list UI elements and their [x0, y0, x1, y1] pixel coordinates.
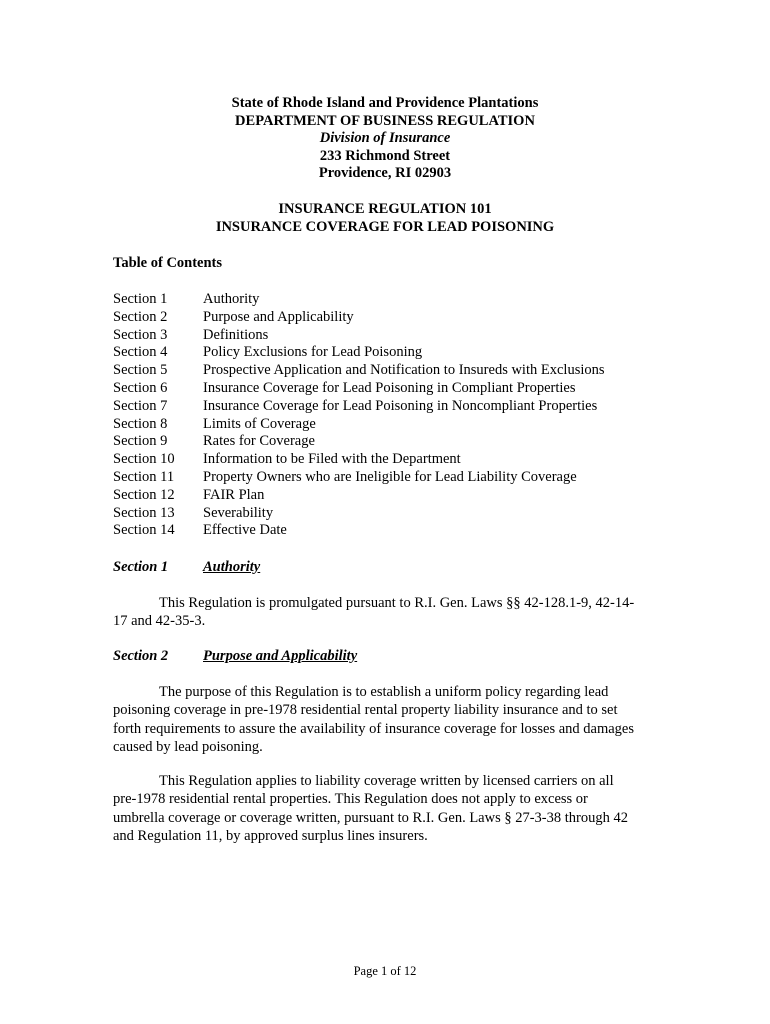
- toc-row: [113, 361, 713, 379]
- paragraph-line: This Regulation is promulgated pursuant to R.I. Gen. Laws §§ 42-128.1-9, 42-14-: [159, 595, 635, 611]
- toc-section-number: Section 13: [113, 504, 175, 521]
- agency-header: [0, 94, 770, 182]
- section-1-heading: [113, 558, 260, 576]
- paragraph-line: The purpose of this Regulation is to establish a uniform policy regarding lead: [159, 684, 609, 700]
- page-number: Page 1 of 12: [353, 964, 417, 978]
- toc-section-number: Section 5: [113, 362, 168, 379]
- regulation-number: INSURANCE REGULATION 101: [278, 201, 492, 217]
- toc-row: [113, 326, 713, 344]
- toc-section-title: Effective Date: [203, 522, 287, 539]
- toc-section-number: Section 12: [113, 486, 175, 503]
- toc-section-title: Prospective Application and Notification to Insureds with Exclusions: [203, 362, 605, 379]
- toc-row: [113, 290, 713, 308]
- toc-section-title: Limits of Coverage: [203, 415, 316, 432]
- paragraph-line: and Regulation 11, by approved surplus lines insurers.: [113, 827, 428, 844]
- toc-row: [113, 468, 713, 486]
- toc-row: [113, 486, 713, 504]
- toc-section-title: Information to be Filed with the Department: [203, 451, 461, 468]
- section-2-number: Section 2: [113, 648, 169, 664]
- toc-section-title: Insurance Coverage for Lead Poisoning in Noncompliant Properties: [203, 397, 598, 414]
- section-1-paragraph: [113, 594, 661, 631]
- table-of-contents: [113, 290, 713, 539]
- toc-section-title: Definitions: [203, 326, 269, 343]
- toc-heading: Table of Contents: [113, 255, 223, 271]
- paragraph-line: pre-1978 residential rental properties. This Regulation does not apply to excess or: [113, 791, 588, 808]
- toc-section-number: Section 1: [113, 291, 168, 307]
- toc-section-number: Section 14: [113, 522, 175, 539]
- section-2-paragraph-2: [113, 772, 661, 845]
- toc-section-title: Rates for Coverage: [203, 433, 315, 450]
- paragraph-line: 17 and 42-35-3.: [113, 613, 206, 630]
- toc-section-number: Section 11: [113, 468, 175, 485]
- section-1-number: Section 1: [113, 559, 169, 575]
- section-2-title: Purpose and Applicability: [203, 648, 358, 664]
- toc-row: [113, 432, 713, 450]
- toc-row: [113, 379, 713, 397]
- toc-section-number: Section 7: [113, 397, 168, 414]
- toc-section-number: Section 10: [113, 451, 175, 468]
- toc-row: [113, 504, 713, 522]
- toc-row: [113, 308, 713, 326]
- toc-section-title: Insurance Coverage for Lead Poisoning in Compliant Properties: [203, 379, 576, 396]
- toc-section-title: Purpose and Applicability: [203, 308, 354, 325]
- toc-section-number: Section 3: [113, 326, 168, 343]
- street-address: 233 Richmond Street: [319, 147, 451, 164]
- toc-section-title: FAIR Plan: [203, 486, 265, 503]
- toc-section-number: Section 8: [113, 415, 168, 432]
- toc-section-number: Section 2: [113, 308, 168, 325]
- paragraph-line: caused by lead poisoning.: [113, 738, 263, 755]
- toc-row: [113, 397, 713, 415]
- toc-section-number: Section 6: [113, 379, 168, 396]
- toc-row: [113, 521, 713, 539]
- toc-section-title: Property Owners who are Ineligible for Lead Liability Coverage: [203, 468, 577, 485]
- paragraph-line: This Regulation applies to liability coverage written by licensed carriers on all: [159, 773, 614, 789]
- regulation-title-block: [0, 200, 770, 236]
- division-name: Division of Insurance: [319, 130, 451, 146]
- toc-row: [113, 450, 713, 468]
- paragraph-line: umbrella coverage or coverage written, pursuant to R.I. Gen. Laws § 27-3-38 through 42: [113, 809, 628, 826]
- section-2-paragraph-1: [113, 683, 661, 756]
- paragraph-line: poisoning coverage in pre-1978 residential rental property liability insurance and to set: [113, 702, 618, 719]
- toc-section-title: Severability: [203, 504, 274, 521]
- paragraph-line: forth requirements to assure the availability of insurance coverage for losses and damages: [113, 720, 635, 737]
- toc-row: [113, 343, 713, 361]
- section-1-title: Authority: [203, 559, 261, 575]
- regulation-title: INSURANCE COVERAGE FOR LEAD POISONING: [215, 219, 555, 235]
- department-name: DEPARTMENT OF BUSINESS REGULATION: [235, 112, 535, 129]
- toc-section-number: Section 9: [113, 433, 168, 450]
- city-address: Providence, RI 02903: [318, 165, 452, 181]
- toc-section-title: Policy Exclusions for Lead Poisoning: [203, 344, 423, 361]
- section-2-heading: [113, 647, 357, 665]
- toc-section-title: Authority: [203, 291, 260, 307]
- toc-row: [113, 415, 713, 433]
- state-name: State of Rhode Island and Providence Plantations: [231, 95, 539, 111]
- toc-section-number: Section 4: [113, 344, 168, 361]
